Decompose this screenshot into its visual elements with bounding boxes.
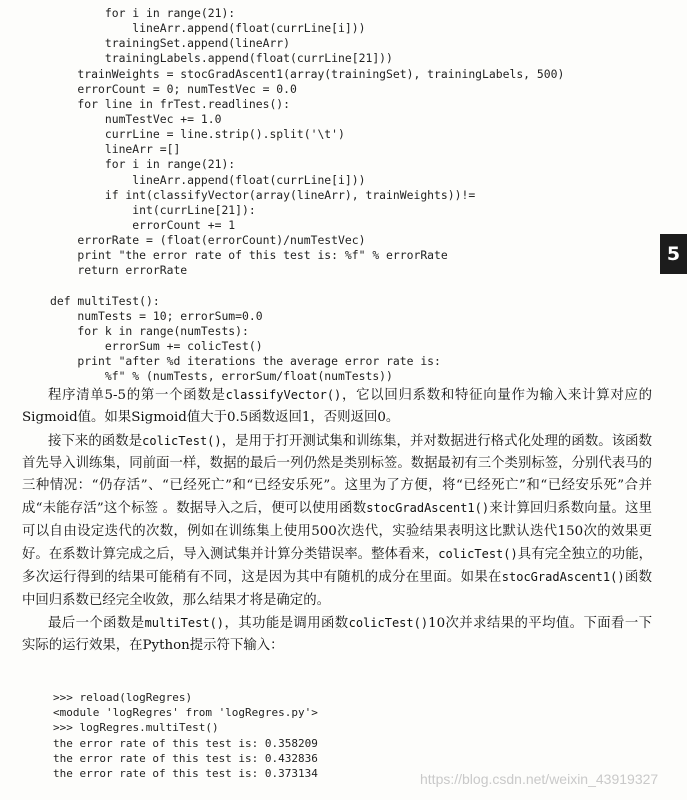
watermark: https://blog.csdn.net/weixin_43919327 <box>420 771 659 787</box>
inline-code: colicTest() <box>142 433 222 448</box>
code-line: trainingLabels.append(float(currLine[21])) <box>50 51 393 66</box>
text: ，它以回归系数和特征向量作为输入来计算对应的Sigmoid值。如果Sigmoid值大于0.5函数返回1，否则返回0。 <box>22 388 652 426</box>
text: 最后一个函数是 <box>48 615 145 631</box>
code-line: for line in frTest.readlines(): <box>50 96 291 111</box>
code-line: errorCount += 1 <box>50 217 236 232</box>
text: 接下来的函数是 <box>48 433 143 449</box>
code-line: def multiTest(): <box>50 293 160 308</box>
code-listing <box>50 6 564 385</box>
code-line: trainWeights = stocGradAscent1(array(trainingSet), trainingLabels, 500) <box>50 66 565 81</box>
code-line: lineArr.append(float(currLine[i])) <box>50 21 366 36</box>
console-line: the error rate of this test is: 0.432836 <box>53 751 318 765</box>
console-line: <module 'logRegres' from 'logRegres.py'> <box>53 706 318 720</box>
text: 来计算回归系数向量。这里可以自由设定迭代的次数，例如在训练集上使用500次迭代，实验结果表明这比默认迭代150次的效果更好。在系数计算完成之后，导入测试集并计算分类错误率。整体看来， <box>22 501 652 563</box>
inline-code: multiTest() <box>144 615 225 630</box>
console-line: >>> logRegres.multiTest() <box>53 721 219 735</box>
text: 函数中回归系数已经完全收敛，那么结果才将是确定的。 <box>22 570 653 608</box>
code-line: currLine = line.strip().split('\t') <box>50 127 345 142</box>
code-line: trainingSet.append(lineArr) <box>50 36 291 51</box>
code-line <box>50 279 564 294</box>
code-line: numTests = 10; errorSum=0.0 <box>50 308 263 323</box>
inline-code: stocGradAscent1() <box>501 570 625 585</box>
console-line: the error rate of this test is: 0.373134 <box>53 766 318 780</box>
text: 程序清单5-5的第一个函数是 <box>48 388 226 403</box>
code-line: %f" % (numTests, errorSum/float(numTests)) <box>50 369 393 384</box>
inline-code: classifyVector() <box>225 388 342 402</box>
code-line: for k in range(numTests): <box>50 323 249 338</box>
code-line: numTestVec += 1.0 <box>50 111 222 126</box>
code-line: return errorRate <box>50 263 188 278</box>
chapter-tab: 5 <box>660 234 687 274</box>
text: 具有完全独立的功能，多次运行得到的结果可能稍有不同，这是因为其中有随机的成分在里面。如果在 <box>22 547 653 586</box>
code-line: errorSum += colicTest() <box>50 339 263 354</box>
text: ，其功能是调用函数 <box>224 615 349 631</box>
code-line: for i in range(21): <box>50 157 236 172</box>
text: ，是用于打开测试集和训练集，并对数据进行格式化处理的函数。该函数首先导入训练集，同前面一样，数据的最后一列仍然是类别标签。数据最初有三个类别标签，分别代表马的三种情况：“仍存活”、“已经死亡”和“已经安乐死”。这里为了方便，将“已经死亡”和“已经安乐死”合并成“未能存活”这个标签 。数据导入之后，便可以使用函数 <box>22 433 653 517</box>
inline-code: colicTest() <box>438 547 518 562</box>
code-line: if int(classifyVector(array(lineArr), trainWeights))!= <box>50 187 476 202</box>
inline-code: stocGradAscent1() <box>366 501 490 516</box>
text: 10次并求结果的平均值。下面看一下实际的运行效果，在Python提示符下输入： <box>22 615 653 654</box>
python-session-output <box>53 690 318 781</box>
code-line: errorRate = (float(errorCount)/numTestVec) <box>50 233 366 248</box>
paragraph-3 <box>22 612 652 658</box>
console-line: the error rate of this test is: 0.358209 <box>53 736 318 750</box>
inline-code: colicTest() <box>348 615 429 630</box>
explanation-text <box>22 384 652 658</box>
code-line: lineArr =[] <box>50 142 181 157</box>
paragraph-2 <box>22 430 652 612</box>
code-line: errorCount = 0; numTestVec = 0.0 <box>50 81 297 96</box>
code-line: int(currLine[21]): <box>50 202 256 217</box>
code-line: print "after %d iterations the average error rate is: <box>50 354 441 369</box>
code-line: print "the error rate of this test is: %f" % errorRate <box>50 248 448 263</box>
console-line: >>> reload(logRegres) <box>53 691 193 704</box>
code-line: lineArr.append(float(currLine[i])) <box>50 172 366 187</box>
paragraph-1 <box>22 384 652 430</box>
code-line: for i in range(21): <box>50 6 236 20</box>
